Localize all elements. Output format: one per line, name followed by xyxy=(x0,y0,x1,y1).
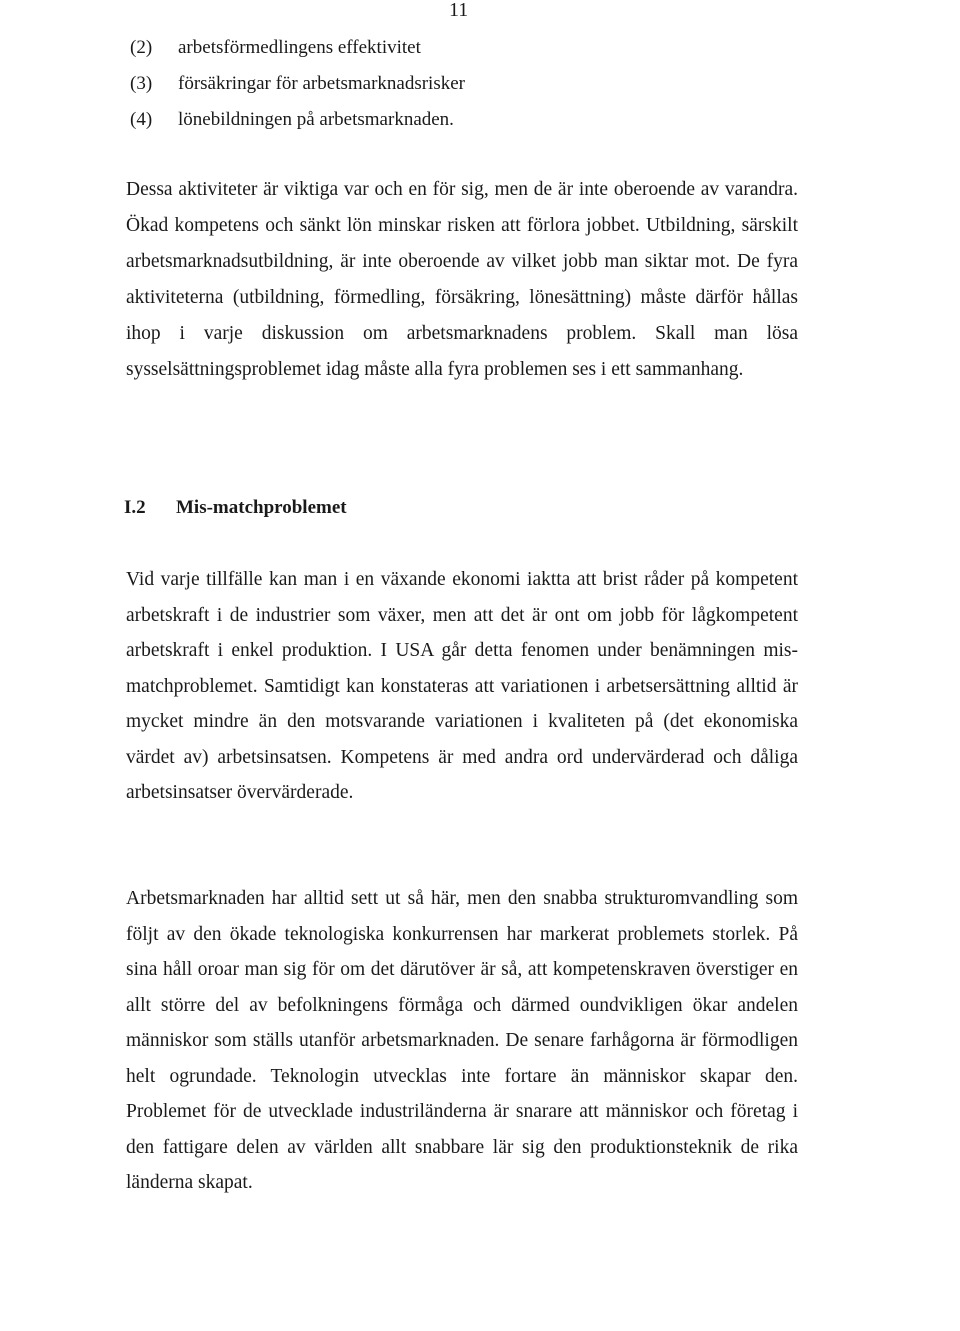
list-item xyxy=(130,30,810,66)
section-heading xyxy=(124,494,347,522)
page-number: 11 xyxy=(449,0,469,21)
paragraph-mismatch: Vid varje tillfälle kan man i en växande ekonomi iaktta att brist råder på kompetent arbetskraft i de industrier som växer, men att det är ont om jobb för lågkompetent arbetskraft i enkel produktion. I USA går detta fenomen under benämningen mis-matchproblemet. Samtidigt kan konstateras att variationen i arbetsersättning alltid är mycket mindre än den motsvarande variationen i kvaliteten på (det ekonomiska värdet av) arbetsinsatsen. Kompetens är med andra ord undervärderad och dåliga arbetsinsatser övervärderade. xyxy=(126,569,798,803)
list-item-number: (4) xyxy=(130,109,153,130)
list-item-text: lönebildningen på arbetsmarknaden. xyxy=(178,109,454,130)
enumerated-list xyxy=(130,30,810,138)
list-item xyxy=(130,102,810,138)
list-item-number: (2) xyxy=(130,37,153,58)
paragraph-activities: Dessa aktiviteter är viktiga var och en för sig, men de är inte oberoende av varandra. Ökad kompetens och sänkt lön minskar risken att förlora jobbet. Utbildning, särskilt arbetsmarknadsutbildning, är inte oberoende av vilket jobb man siktar mot. De fyra aktiviteterna (utbildning, förmedling, försäkring, lönesättning) måste därför hållas ihop i varje diskussion om arbetsmarknadens problem. Skall man lösa sysselsättningsproblemet idag måste alla fyra problemen ses i ett sammanhang. xyxy=(126,179,798,380)
list-item xyxy=(130,66,810,102)
list-item-text: arbetsförmedlingens effektivitet xyxy=(178,37,421,58)
list-item-number: (3) xyxy=(130,73,153,94)
list-item-text: försäkringar för arbetsmarknadsrisker xyxy=(178,73,465,94)
paragraph-labor-market: Arbetsmarknaden har alltid sett ut så här, men den snabba strukturomvandling som följt av den ökade teknologiska konkurrensen har markerat problemets storlek. På sina håll oroar man sig för om det därutöver är så, att kompetenskraven överstiger en allt större del av befolkningens förmåga och därmed oundvikligen ökar andelen människor som ställs utanför arbetsmarknaden. De senare farhågorna är förmodligen helt ogrundade. Teknologin utvecklas inte fortare än människor skapar den. Problemet för de utvecklade industriländerna är snarare att människor och företag i den fattigare delen av världen allt snabbare lär sig den produktionsteknik de rika länderna skapat. xyxy=(126,888,798,1193)
section-title: Mis-matchproblemet xyxy=(176,497,347,518)
section-number: I.2 xyxy=(124,497,146,518)
